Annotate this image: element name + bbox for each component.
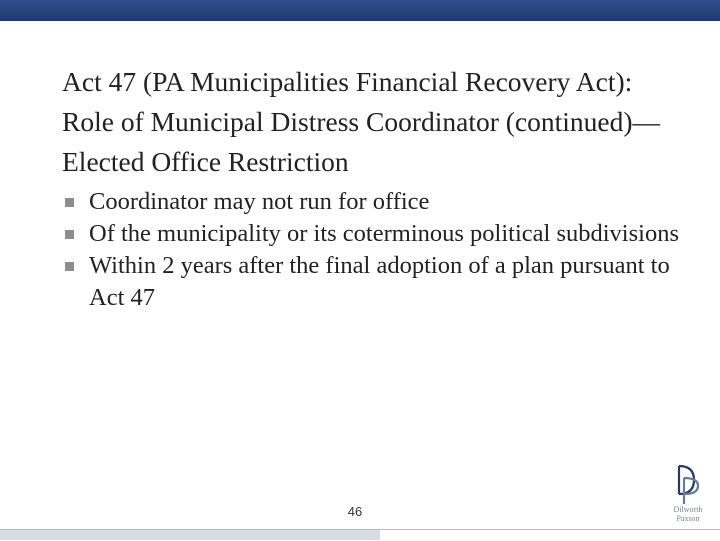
bullet-text: Within 2 years after the final adoption of a plan pursuant to Act 47 xyxy=(89,252,670,311)
top-accent-bar xyxy=(0,0,720,21)
bullet-text: Of the municipality or its coterminous political subdivisions xyxy=(89,220,679,247)
logo-name-line-1: Dilworth xyxy=(673,505,703,514)
logo-name-line-2: Paxson xyxy=(676,514,700,523)
bullet-item xyxy=(62,250,682,314)
bullet-list xyxy=(62,186,682,314)
logo-wordmark xyxy=(660,505,716,523)
square-bullet-icon xyxy=(65,230,74,239)
slide-title: Act 47 (PA Municipalities Financial Recovery Act): Role of Municipal Distress Coordinator (continued)—Elected Office Restriction xyxy=(62,66,661,177)
square-bullet-icon xyxy=(65,198,74,207)
bullet-item xyxy=(62,186,682,218)
page-number: 46 xyxy=(347,504,363,519)
square-bullet-icon xyxy=(65,262,74,271)
bullet-text: Coordinator may not run for office xyxy=(89,188,430,215)
footer-bar-shade xyxy=(0,530,380,540)
bullet-item xyxy=(62,218,682,250)
